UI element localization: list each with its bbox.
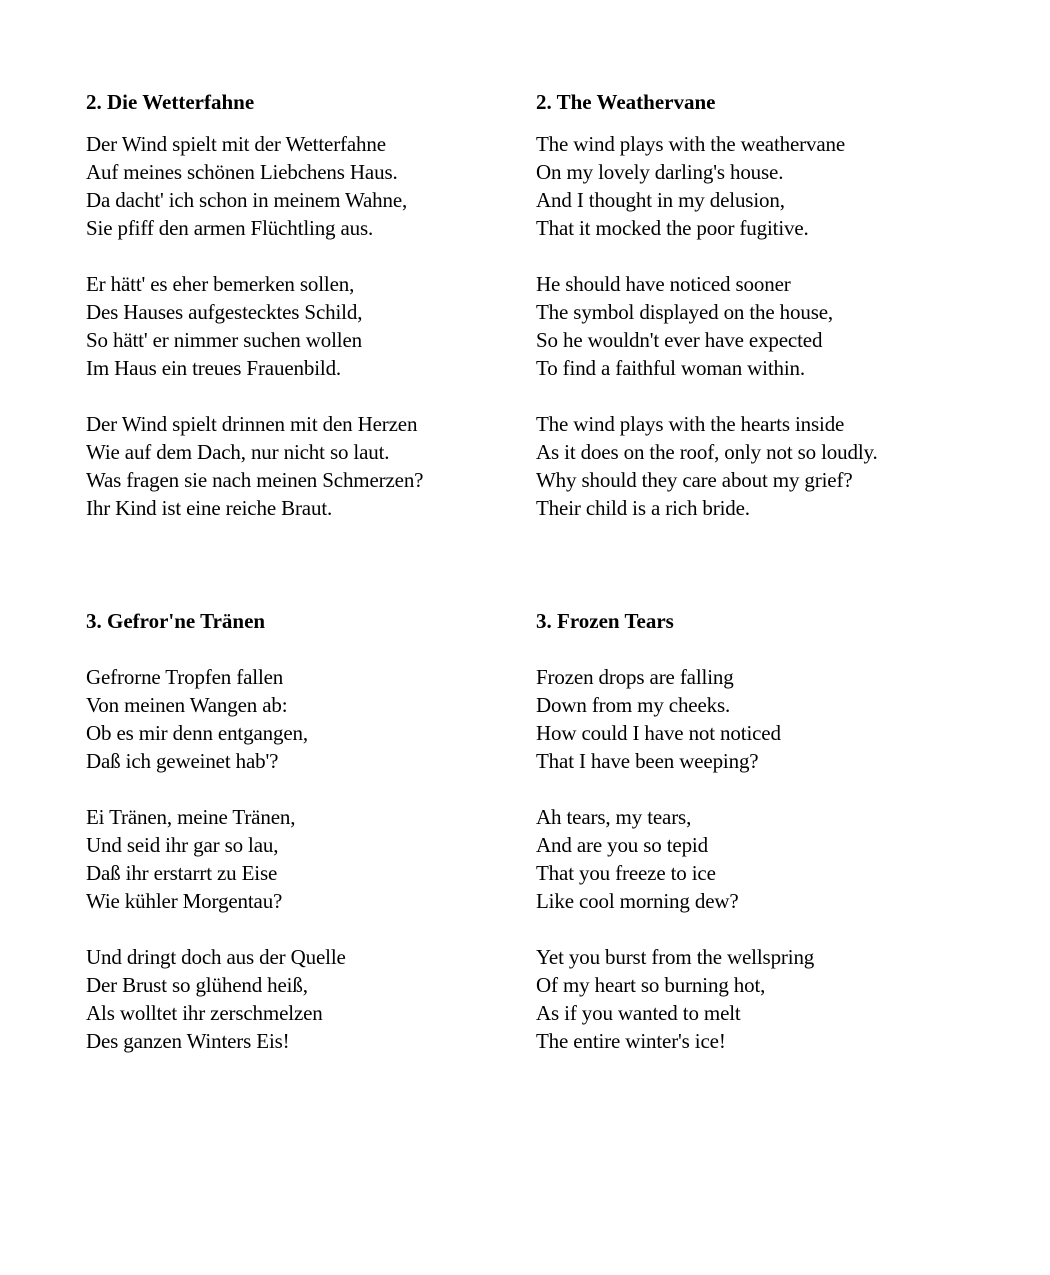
stanza [86,270,526,382]
poem-1-german-title: 2. Die Wetterfahne [86,90,255,114]
poem-line: So hätt' er nimmer suchen wollen [86,328,363,352]
poem-line: And are you so tepid [536,833,708,857]
poem-line: Des ganzen Winters Eis! [86,1029,290,1053]
poem-line: Im Haus ein treues Frauenbild. [86,356,342,380]
poem-1-english-column [536,88,976,550]
poem-line: Down from my cheeks. [536,693,731,717]
poem-line: Von meinen Wangen ab: [86,693,288,717]
poem-line: Of my heart so burning hot, [536,973,766,997]
poem-line: Als wolltet ihr zerschmelzen [86,1001,323,1025]
poem-line: Ihr Kind ist eine reiche Braut. [86,496,333,520]
poem-line: Gefrorne Tropfen fallen [86,665,284,689]
stanza [86,803,526,915]
poem-line: Frozen drops are falling [536,665,734,689]
poem-line: As if you wanted to melt [536,1001,741,1025]
poem-line: Da dacht' ich schon in meinem Wahne, [86,188,408,212]
stanza [86,130,526,242]
poem-line: The wind plays with the hearts inside [536,412,845,436]
poem-line: Was fragen sie nach meinen Schmerzen? [86,468,424,492]
poem-line: Wie auf dem Dach, nur nicht so laut. [86,440,390,464]
poem-line: As it does on the roof, only not so loudly. [536,440,878,464]
poem-line: Der Brust so glühend heiß, [86,973,308,997]
poem-line: Ah tears, my tears, [536,805,692,829]
poem-1-german-column [86,88,526,550]
poem-line: And I thought in my delusion, [536,188,785,212]
poem-line: Und dringt doch aus der Quelle [86,945,346,969]
poem-2-german-column [86,607,526,1083]
poem-line: The entire winter's ice! [536,1029,726,1053]
poem-line: Daß ihr erstarrt zu Eise [86,861,278,885]
poem-line: Ei Tränen, meine Tränen, [86,805,296,829]
poem-line: That you freeze to ice [536,861,716,885]
stanza [536,270,976,382]
poem-2-english-title: 3. Frozen Tears [536,609,674,633]
poem-line: Daß ich geweinet hab'? [86,749,279,773]
poem-line: The wind plays with the weathervane [536,132,846,156]
poem-line: Wie kühler Morgentau? [86,889,283,913]
poem-line: Ob es mir denn entgangen, [86,721,308,745]
poem-line: How could I have not noticed [536,721,781,745]
poem-2-english-column [536,607,976,1083]
poem-line: Why should they care about my grief? [536,468,853,492]
poem-2-german-title: 3. Gefror'ne Tränen [86,609,266,633]
poem-line: That it mocked the poor fugitive. [536,216,809,240]
poem-line: Sie pfiff den armen Flüchtling aus. [86,216,374,240]
poem-line: The symbol displayed on the house, [536,300,834,324]
poem-line: To find a faithful woman within. [536,356,806,380]
poem-line: He should have noticed sooner [536,272,791,296]
poem-line: On my lovely darling's house. [536,160,784,184]
poem-line: Like cool morning dew? [536,889,739,913]
poem-line: Des Hauses aufgestecktes Schild, [86,300,363,324]
poem-line: Auf meines schönen Liebchens Haus. [86,160,398,184]
poem-line: That I have been weeping? [536,749,759,773]
poem-line: Er hätt' es eher bemerken sollen, [86,272,355,296]
poem-line: Their child is a rich bride. [536,496,750,520]
stanza [536,803,976,915]
poem-line: So he wouldn't ever have expected [536,328,823,352]
stanza [86,943,526,1055]
poem-1-english-title: 2. The Weathervane [536,90,716,114]
poem-line: Der Wind spielt drinnen mit den Herzen [86,412,418,436]
stanza [536,663,976,775]
poem-line: Yet you burst from the wellspring [536,945,815,969]
stanza [536,130,976,242]
stanza [536,943,976,1055]
stanza [536,410,976,522]
poem-line: Und seid ihr gar so lau, [86,833,279,857]
stanza [86,410,526,522]
stanza [86,663,526,775]
poem-line: Der Wind spielt mit der Wetterfahne [86,132,386,156]
